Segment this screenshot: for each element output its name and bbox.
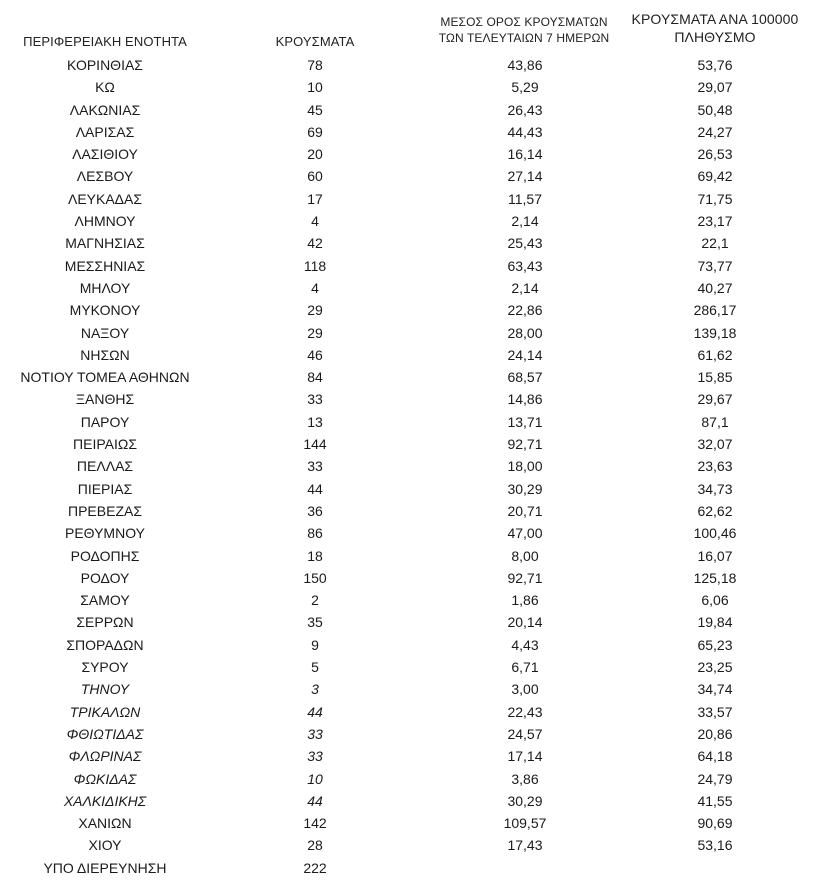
cell-seven-day-average: 109,57	[503, 815, 547, 832]
cell-cases: 9	[311, 636, 319, 653]
cell-cases-per-100k: 286,17	[693, 302, 737, 319]
cell-seven-day-average: 2,14	[511, 279, 539, 296]
cell-cases-per-100k: 100,46	[693, 525, 737, 542]
cell-cases-per-100k: 16,07	[697, 547, 733, 564]
cell-seven-day-average: 5,29	[511, 79, 539, 96]
cell-cases-per-100k: 23,63	[697, 458, 733, 475]
cell-region: ΧΙΟΥ	[88, 837, 122, 854]
cell-cases-per-100k: 26,53	[697, 146, 733, 163]
table-row	[0, 299, 830, 321]
table-row	[0, 99, 830, 121]
cell-cases: 18	[307, 547, 323, 564]
table-row	[0, 634, 830, 656]
cell-cases-per-100k: 29,67	[697, 391, 733, 408]
table-row	[0, 611, 830, 633]
cell-cases-per-100k: 69,42	[697, 168, 733, 185]
header-avg-line2: ΤΩΝ ΤΕΛΕΥΤΑΙΩΝ 7 ΗΜΕΡΩΝ	[438, 31, 610, 45]
cell-region: ΣΠΟΡΑΔΩΝ	[66, 636, 144, 653]
cell-seven-day-average: 1,86	[511, 592, 539, 609]
table-header	[0, 0, 830, 52]
cell-region: ΡΕΘΥΜΝΟΥ	[64, 525, 145, 542]
table-body	[0, 54, 830, 879]
cell-cases: 10	[307, 770, 323, 787]
table-row	[0, 723, 830, 745]
cell-region: ΜΗΛΟΥ	[79, 279, 131, 296]
cell-cases-per-100k: 23,25	[697, 659, 733, 676]
cell-cases: 44	[307, 703, 323, 720]
header-region: ΠΕΡΙΦΕΡΕΙΑΚΗ ΕΝΟΤΗΤΑ	[23, 34, 187, 49]
cell-cases-per-100k: 73,77	[697, 257, 733, 274]
cell-seven-day-average: 8,00	[511, 547, 539, 564]
table-row	[0, 188, 830, 210]
cell-region: ΣΕΡΡΩΝ	[76, 614, 134, 631]
cell-region: ΤΗΝΟΥ	[80, 681, 130, 698]
table-row	[0, 745, 830, 767]
cell-region: ΝΟΤΙΟΥ ΤΟΜΕΑ ΑΘΗΝΩΝ	[20, 369, 190, 386]
cell-seven-day-average: 27,14	[507, 168, 543, 185]
cell-region: ΜΑΓΝΗΣΙΑΣ	[65, 235, 145, 252]
table-row	[0, 790, 830, 812]
cell-seven-day-average: 6,71	[511, 659, 539, 676]
cell-cases-per-100k: 71,75	[697, 190, 733, 207]
cell-region: ΛΑΚΩΝΙΑΣ	[69, 101, 141, 118]
cell-cases-per-100k: 24,79	[697, 770, 733, 787]
table-row	[0, 678, 830, 700]
table-row	[0, 277, 830, 299]
cell-cases-per-100k: 33,57	[697, 703, 733, 720]
cell-cases-per-100k: 34,74	[697, 681, 733, 698]
cell-cases-per-100k: 20,86	[697, 725, 733, 742]
cell-cases: 44	[307, 792, 323, 809]
cell-region: ΡΟΔΟΠΗΣ	[70, 547, 140, 564]
cell-seven-day-average: 20,14	[507, 614, 543, 631]
cell-cases: 84	[307, 369, 323, 386]
table-row	[0, 478, 830, 500]
cell-cases-per-100k: 53,76	[697, 57, 733, 73]
cell-seven-day-average: 3,86	[511, 770, 539, 787]
cell-cases: 142	[303, 815, 327, 832]
cell-cases: 10	[307, 79, 323, 96]
cell-cases: 44	[307, 480, 323, 497]
cell-region: ΦΛΩΡΙΝΑΣ	[68, 748, 142, 765]
cell-cases-per-100k: 87,1	[701, 413, 729, 430]
table-row	[0, 589, 830, 611]
table-row	[0, 344, 830, 366]
cell-seven-day-average: 14,86	[507, 391, 543, 408]
cell-seven-day-average: 44,43	[507, 123, 543, 140]
cell-cases-per-100k: 50,48	[697, 101, 733, 118]
cell-cases-per-100k: 90,69	[697, 815, 733, 832]
cell-cases-per-100k: 15,85	[697, 369, 733, 386]
cell-cases-per-100k: 22,1	[701, 235, 729, 252]
cell-region: ΝΑΞΟΥ	[80, 324, 130, 341]
cell-cases-per-100k: 40,27	[697, 279, 733, 296]
table-row	[0, 455, 830, 477]
cell-cases-per-100k: 34,73	[697, 480, 733, 497]
table-row	[0, 366, 830, 388]
cell-cases-per-100k: 62,62	[697, 502, 733, 519]
cell-cases: 222	[303, 859, 327, 876]
cell-seven-day-average: 68,57	[507, 369, 543, 386]
cell-region: ΥΠΟ ΔΙΕΡΕΥΝΗΣΗ	[43, 859, 167, 876]
cell-region: ΣΑΜΟΥ	[80, 592, 130, 609]
header-cases-per-100k	[630, 10, 800, 46]
cell-cases: 86	[307, 525, 323, 542]
header-cases: ΚΡΟΥΣΜΑΤΑ	[275, 34, 355, 49]
cell-cases: 36	[307, 502, 323, 519]
table-row	[0, 656, 830, 678]
cell-region: ΠΙΕΡΙΑΣ	[77, 480, 133, 497]
cell-seven-day-average: 16,14	[507, 146, 543, 163]
cell-seven-day-average: 28,00	[507, 324, 543, 341]
cell-cases: 69	[307, 123, 323, 140]
cell-region: ΞΑΝΘΗΣ	[75, 391, 135, 408]
cell-region: ΠΡΕΒΕΖΑΣ	[67, 502, 142, 519]
cell-cases-per-100k: 29,07	[697, 79, 733, 96]
table-row	[0, 701, 830, 723]
table-row	[0, 121, 830, 143]
cell-cases: 46	[307, 346, 323, 363]
cell-region: ΦΘΙΩΤΙΔΑΣ	[66, 725, 144, 742]
cell-cases: 17	[307, 190, 323, 207]
table-row	[0, 322, 830, 344]
cell-cases-per-100k: 139,18	[693, 324, 737, 341]
cell-seven-day-average: 18,00	[507, 458, 543, 475]
table-row	[0, 210, 830, 232]
cell-region: ΛΑΡΙΣΑΣ	[75, 123, 135, 140]
cell-seven-day-average: 20,71	[507, 502, 543, 519]
cell-region: ΦΩΚΙΔΑΣ	[73, 770, 137, 787]
cell-seven-day-average: 92,71	[507, 436, 543, 453]
cell-seven-day-average: 26,43	[507, 101, 543, 118]
cell-seven-day-average: 4,43	[511, 636, 539, 653]
cell-cases: 13	[307, 413, 323, 430]
cell-region: ΧΑΝΙΩΝ	[78, 815, 132, 832]
cell-region: ΡΟΔΟΥ	[80, 569, 130, 586]
cell-cases: 28	[307, 837, 323, 854]
cell-cases: 78	[307, 57, 323, 73]
table-row	[0, 812, 830, 834]
cell-cases: 144	[303, 436, 327, 453]
cell-cases-per-100k: 32,07	[697, 436, 733, 453]
cell-region: ΛΑΣΙΘΙΟΥ	[72, 146, 138, 163]
cell-cases: 4	[311, 213, 319, 230]
header-per-line2: ΠΛΗΘΥΣΜΟ	[674, 29, 756, 45]
cell-region: ΚΟΡΙΝΘΙΑΣ	[67, 57, 143, 73]
cell-region: ΠΕΛΛΑΣ	[76, 458, 134, 475]
cell-cases: 118	[303, 257, 327, 274]
table-row	[0, 834, 830, 856]
cell-cases-per-100k: 125,18	[693, 569, 737, 586]
table-row	[0, 255, 830, 277]
cell-seven-day-average: 22,43	[507, 703, 543, 720]
table-row	[0, 857, 830, 879]
table-row	[0, 567, 830, 589]
cell-cases: 42	[307, 235, 323, 252]
table-row	[0, 411, 830, 433]
cell-cases-per-100k: 6,06	[701, 592, 729, 609]
header-avg-line1: ΜΕΣΟΣ ΟΡΟΣ ΚΡΟΥΣΜΑΤΩΝ	[440, 15, 608, 29]
cell-cases: 45	[307, 101, 323, 118]
cell-region: ΝΗΣΩΝ	[80, 346, 130, 363]
cell-cases: 29	[307, 324, 323, 341]
cell-seven-day-average: 24,57	[507, 725, 543, 742]
table-row	[0, 76, 830, 98]
cell-seven-day-average: 22,86	[507, 302, 543, 319]
table-row	[0, 545, 830, 567]
table-row	[0, 143, 830, 165]
table-row	[0, 165, 830, 187]
cell-seven-day-average: 47,00	[507, 525, 543, 542]
cell-seven-day-average: 24,14	[507, 346, 543, 363]
cell-cases: 4	[311, 279, 319, 296]
header-per-line1: ΚΡΟΥΣΜΑΤΑ ΑΝΑ 100000	[631, 11, 799, 27]
cell-cases: 5	[311, 659, 319, 676]
cell-cases-per-100k: 24,27	[697, 123, 733, 140]
cell-cases: 29	[307, 302, 323, 319]
cell-cases: 35	[307, 614, 323, 631]
table-row	[0, 232, 830, 254]
cell-seven-day-average: 43,86	[507, 57, 543, 73]
cell-seven-day-average: 92,71	[507, 569, 543, 586]
cell-region: ΛΕΣΒΟΥ	[76, 168, 134, 185]
cell-cases: 33	[307, 391, 323, 408]
cell-cases: 60	[307, 168, 323, 185]
table-row	[0, 54, 830, 76]
cell-cases: 3	[311, 681, 319, 698]
cell-seven-day-average: 63,43	[507, 257, 543, 274]
table-row	[0, 500, 830, 522]
cell-seven-day-average: 11,57	[508, 190, 542, 207]
cell-region: ΠΑΡΟΥ	[80, 413, 130, 430]
cell-cases: 33	[307, 458, 323, 475]
cell-cases: 33	[307, 748, 323, 765]
cell-region: ΠΕΙΡΑΙΩΣ	[73, 436, 137, 453]
cell-cases: 2	[311, 592, 319, 609]
cell-cases-per-100k: 23,17	[697, 213, 733, 230]
cell-region: ΣΥΡΟΥ	[81, 659, 129, 676]
cell-region: ΚΩ	[95, 79, 115, 96]
cell-region: ΛΗΜΝΟΥ	[74, 213, 136, 230]
header-seven-day-average	[418, 14, 630, 46]
cell-region: ΜΥΚΟΝΟΥ	[69, 302, 141, 319]
table-row	[0, 433, 830, 455]
cell-cases-per-100k: 61,62	[697, 346, 733, 363]
cell-cases: 20	[307, 146, 323, 163]
cell-cases-per-100k: 41,55	[697, 792, 733, 809]
cell-cases: 33	[307, 725, 323, 742]
table-row	[0, 522, 830, 544]
cell-region: ΤΡΙΚΑΛΩΝ	[69, 703, 141, 720]
cell-seven-day-average: 17,43	[507, 837, 543, 854]
cell-seven-day-average: 30,29	[507, 792, 543, 809]
table-row	[0, 768, 830, 790]
cell-region: ΜΕΣΣΗΝΙΑΣ	[64, 257, 146, 274]
cell-cases-per-100k: 65,23	[697, 636, 733, 653]
cell-cases-per-100k: 19,84	[697, 614, 733, 631]
cell-seven-day-average: 30,29	[507, 480, 543, 497]
cell-region: ΛΕΥΚΑΔΑΣ	[67, 190, 143, 207]
cell-seven-day-average: 2,14	[511, 213, 539, 230]
cell-region: ΧΑΛΚΙΔΙΚΗΣ	[63, 792, 147, 809]
cell-cases: 150	[303, 569, 327, 586]
cell-seven-day-average: 17,14	[507, 748, 543, 765]
cell-seven-day-average: 3,00	[511, 681, 539, 698]
cell-cases-per-100k: 64,18	[697, 748, 733, 765]
table-row	[0, 388, 830, 410]
cell-seven-day-average: 25,43	[507, 235, 543, 252]
cell-cases-per-100k: 53,16	[697, 837, 733, 854]
cell-seven-day-average: 13,71	[507, 413, 543, 430]
